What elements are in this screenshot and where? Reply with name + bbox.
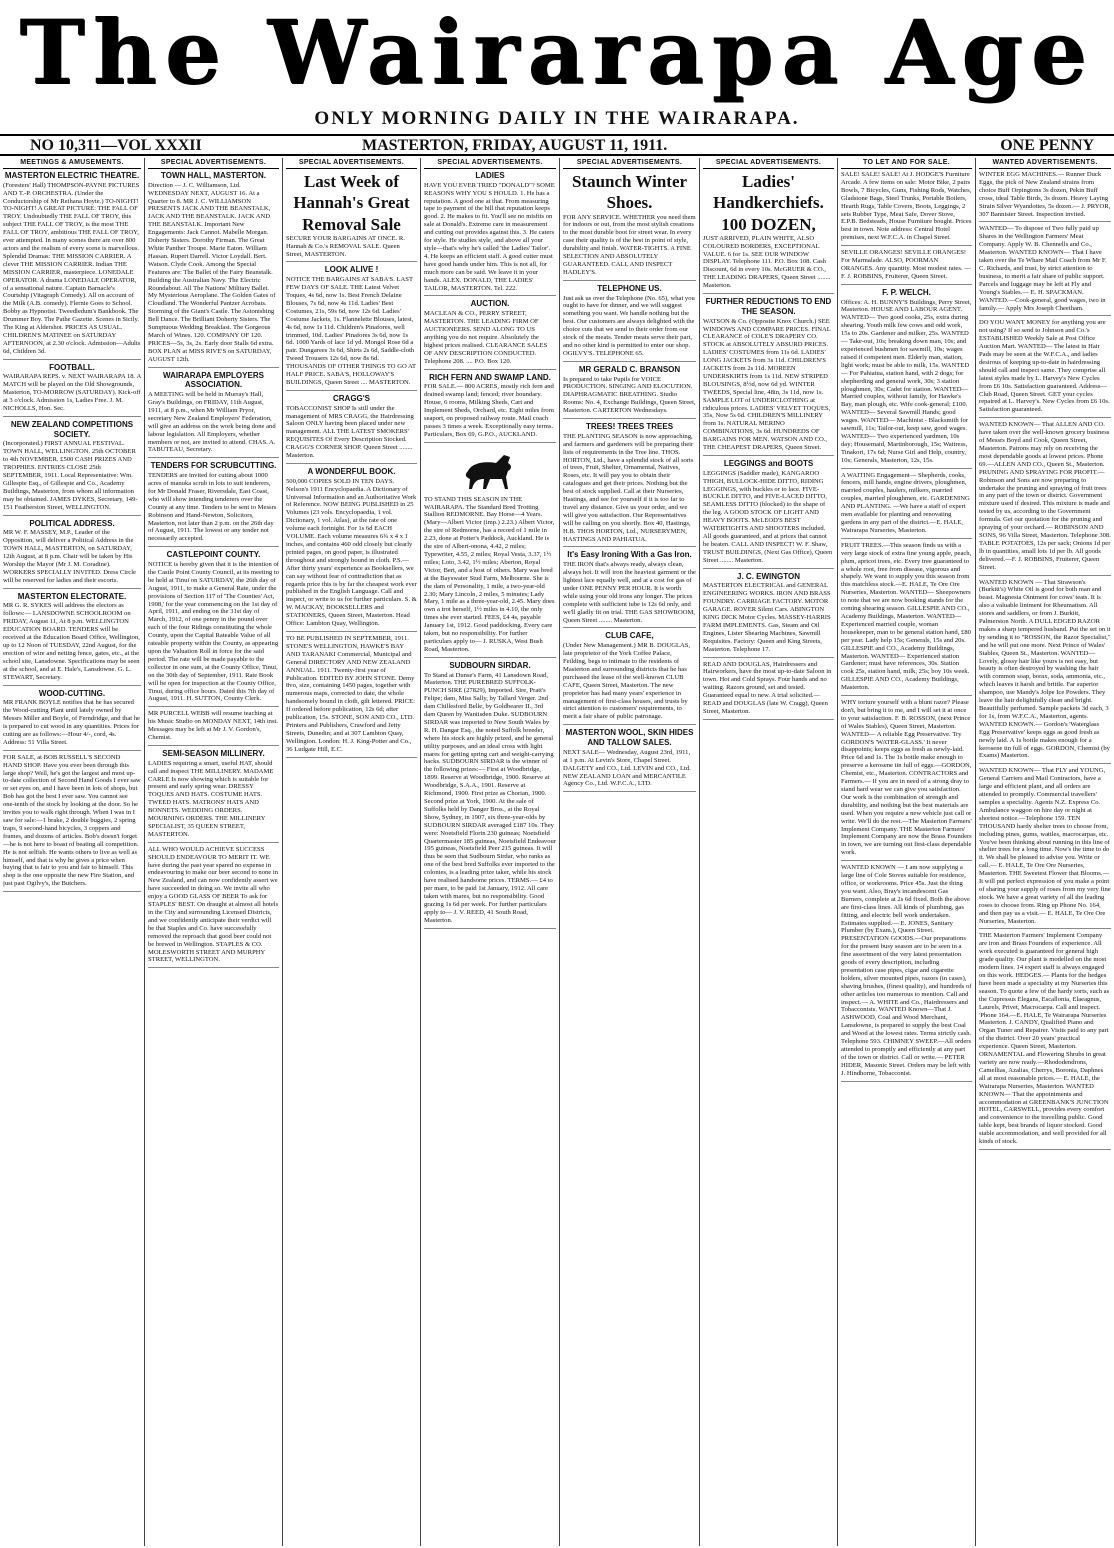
ad-heading: RICH FERN AND SWAMP LAND.: [429, 372, 551, 382]
advertisement: [286, 635, 417, 758]
ad-body: MR PURCELL WEBB will resume teaching at his Music Studio on MONDAY NEXT, 14th inst. Messages may be left at Mr J. V. Gordon's, Chemist.: [148, 710, 278, 742]
advertisement: [3, 171, 141, 360]
advertisement: [979, 579, 1111, 765]
advertisement: [424, 171, 556, 296]
columns: [0, 158, 1114, 1548]
ad-heading: CLUB CAFE,: [605, 631, 654, 641]
advertisement: [424, 299, 556, 369]
advertisement: [979, 421, 1111, 575]
column-heading: SPECIAL ADVERTISEMENTS.: [563, 158, 696, 169]
ad-heading: CRAGG'S: [332, 393, 370, 403]
issue-number: NO 10,311—VOL XXXII: [30, 137, 202, 154]
advertisement: [3, 592, 141, 686]
ad-body: (Incorporated.) FIRST ANNUAL FESTIVAL. TOWN HALL, WELLINGTON. 25th OCTOBER to 4th NOVEMBER. £500 CASH PRIZES AND TROPHIES. ENTRIES CLOSE 25th SEPTEMBER, 1911. Local Representative: Wm. Gillespie Esq., of Gillespie and Co., Academy Buildings, Masterton, from whom all information may be obtained. JAMES DYKES, Secretary, 149-151 Featherston Street, WELLINGTON.: [3, 440, 138, 511]
ad-body: DO YOU WANT MONEY for anything you are not using? If so send to Johnson and Co.'s ESTABLISHED Weekly Sale at Post Office Auction Mart. WANTED— The latest in Hair Pads may be seen at the W.F.C.A., and ladies desirous of keeping up-to-date in hairdressing should call and inspect same. They comprise all latest styles made by L. Harvey's New Cycles from £6 10s. Satisfaction guaranteed. Address—Club Road, Queen Street. GET your cycles repaired at L. Harvey's. New Cycles from £6 10s. Satisfaction guaranteed.: [979, 319, 1110, 414]
ad-body: WANTED KNOWN — That Strawson's (Burkitt's) White Oil is good for both man and beast. Magnesia Ointment for cows' teats. It is also a valuable liniment for Rheumatism. All stores and saddlers, or from J. Burkitt, Palmerston North. A DULL EDGED RAZOR makes a sharp tempered husband. Put the set on it by sending it to "ROSSON, the Razor Specialist," and he will put one more. Next Prince of Wales' Stables, Queen St., Masterton. WANTED— Lovely, glossy hair like yours is not easy, but beauty is often destroyed by washing the hair with common soap, borax, soda, ammonia, etc., which leaves it harsh and brittle. Far superior shampoo, use Mandy's Jolpe Ice Powders. They leave the hair delightfully clean and bright. Beautifully perfumed. Sample packets 3d each, 3 for 1s, from W.F.C.A., Masterton, agents. WANTED KNOWN.— Gordon's 'Waterglass Egg Preservative' keeps eggs as good fresh as newly laid. A 1s bottle makes enough for a kerosene tin full of eggs. GORDON, Chemist (by Exams) Masterton.: [979, 578, 1111, 760]
ad-heading: TREES! TREES TREES: [585, 422, 674, 432]
ad-heading: FURTHER REDUCTIONS TO END THE SEASON.: [705, 297, 832, 316]
price: ONE PENNY: [1000, 137, 1094, 154]
ad-heading: LOOK ALIVE !: [324, 265, 379, 275]
ad-body: ALL WHO WOULD ACHIEVE SUCCESS SHOULD ENDEAVOUR TO MERIT IT. WE have during the past year spared no expense in endeavouring to make our beer second to none in New Zealand, and can now confidently assert we have succeeded in doing so. We invite all who enjoy a GOOD GLASS OF BEER To ask for STAPLES' BEST. On draught at almost all hotels in the City and surrounding Licensed Districts, and we confidently anticipate their verdict will be that Staples and Co. have successfully removed the reproach that good beer could not be brewed in Wellington. STAPLES & CO. MOLESWORTH STREET AND MURPHY STREET, WELLINGTON.: [148, 845, 279, 964]
advertisement: [979, 225, 1111, 316]
column-3: [283, 158, 421, 1546]
ad-body: NOTICE THE BARGAINS AT SABA'S. LAST FEW DAYS OF SALE. THE Latest Velvet Toques, 4s 6d, now 1s. Best French Delaine Blouses, 7s 6d, now 4s 11d. Ladies' Best Costumes, 21s, 59s 6d, now 12s 6d. Ladies' Costume Jackets, 1s. Flannelette Blouses, latest, 4s 6d, now 1s 11d. Children's Pinafores, well trimmed, 10d. Ladies' Pinafores 3s 6d, now 1s 6d. 1000 Yards of lace 1d yd. Mongol Rose 6d a pair. Dungarees 3s 6d, Shirts 2s 6d, Saddle-cloth Tweed Trousers 12s 6d, now 8s 6d. THOUSANDS OF OTHER THINGS TO GO AT HALF PRICE. SABA'S, HOLLOWAY'S BUILDINGS, Queen Street .... MASTERTON.: [286, 276, 416, 386]
ad-heading: MASTERTON ELECTORATE.: [17, 591, 127, 601]
ad-heading: TOWN HALL, MASTERTON.: [160, 171, 267, 180]
advertisement: [148, 846, 279, 969]
ad-body: WHY torture yourself with a blunt razor? Please don't, but bring it to me, and I will set it at once to your satisfaction. F. B. ROSSON, (next Prince of Wales Stables), Queen Street, Masterton. WANTED— A reliable Egg Preservative. Try GORDON'S 'WATER-GLASS.' It never disappoints; keeps eggs as fresh as newly-laid. Price 6d and 1s. The 1s bottle make enough to preserve a kerosene tin full of eggs.—GORDON, Chemist, etc., Masterton. CONTRACTORS and Farmers.— If you are in need of a strong dray to stand hard wear we can give you satisfaction. Our work is the combination of strength and durability, and nothing but the best materials are used. When you require a new vehicle just call or write. We'll do the rest.—The Masterton Farmers' Implement Company. THE Masterton Farmers' Implement Company are now the Brass Founders in town, we are turning out first-class dependable work.: [841, 699, 972, 857]
ad-display-text: Staunch Winter Shoes.: [571, 172, 688, 213]
ad-body: READ AND DOUGLAS, Hairdressers and Hairworkers, have the most up-to-date Saloon in town. Hot and Cold Sprays. Four hands and no waiting. Razors ground, set and tested. Guaranteed equal to new. A trial solicited.—READ and DOUGLAS (late W. Cragg), Queen Street, Masterton.: [703, 660, 832, 715]
advertisement: [148, 371, 279, 459]
column-8: [976, 158, 1114, 1546]
ad-heading: LADIES: [475, 171, 505, 180]
ad-body: FRUIT TREES.—This season finds us with a very large stock of extra fine young apple, peach, plum, apricot trees, etc. Every tree guaranteed to a whole root, free from disease, vigorous and shapely. We want to supply you this season from this matchless stock.—E. HALE, Te Ore Ore Nurseries, Masterton. WANTED— Sheepowners to note that we are now booking stands for the coming shearing season. GILLESPIE AND CO., Academy Buildings, Masterton. WANTED— Experienced married couple, woman housekeeper, man to be general station hand, £80 per year. Lady help 15s; Generals, 15s and 20s. GILLESPIE and CO., Academy Buildings, Masterton. WANTED— Experienced station Gardener; must have references, 30s. Station cook 25s, station hand, milk, 25s; boy 10s week. GILLESPIE AND CO., Academy Buildings, Masterton.: [841, 541, 972, 692]
date: MASTERTON, FRIDAY, AUGUST 11, 1911.: [362, 137, 668, 154]
advertisement: [3, 363, 141, 417]
ad-heading: WOOD-CUTTING.: [38, 688, 106, 698]
ad-heading: J. C. EWINGTON: [737, 571, 800, 581]
ad-heading: NEW ZEALAND COMPETITIONS SOCIETY.: [10, 419, 134, 439]
ad-body: SECURE YOUR BARGAINS AT ONCE. R. Hannah & Co.'s REMOVAL SALE. Queen Street, MASTERTON.: [286, 234, 405, 258]
ad-body: Direction — J. C. Williamson, Ltd. WEDNESDAY NEXT, AUGUST 16. At a Quarter to 8. MR J. C. WILLIAMSON PRESENTS JACK AND THE BEANSTALK, JACK AND THE BEANSTALK. JACK AND THE BEANSTALK. Important New Engagements: Jack Cannot. Mabelle Morgan. Doherty Sisters. Dorothy Firman. The Great White Panther Troupe. Marie Eaton. William Hassan. Rupert Darrell. Victor Loydall. Bert. Watson. Clyde Cook. Among the Special Features are: The Ballet of the Fairy Beanstalk. Building the Australian Navy. The Electric Roundabout. All The Nations' Military Ballet. My Mysterious Aeroplane. The Golden Gates of Cloudland. The Wonderful Pantzer Acrobats. Storming of the Giant's Castle. The Astonishing Bell Dance. The Brilliant Doherty Sisters. The Sumptuous Wedding Breakfast. The Gorgeous March of Wines. 120. COMPANY OF 120. PRICES—5s, 3s, 2s. Early door Stalls 6d extra. BOX PLAN at MISS RIVE'S on SATURDAY, AUGUST 12th.: [148, 181, 276, 363]
ad-body: LEGGINGS (Saddler made), KANGAROO THIGH, BULLOCK-HIDE DITTO, RIDING LEGGINGS, with buckles or to lace. FIVE-BUCKLE DITTO, and FIVE-LACED DITTO, SEAMLESS DITTO (blocked) to the shape of the leg. A GOOD STOCK OF LIGHT AND HEAVY BOOTS. McLEOD'S BEST WATERTIGHTS AND SHOOTERS included. All goods guaranteed, and at prices that cannot be beaten. CALL AND INSPECT! W. F. Shaw, TRUST BUILDINGS, (Next Gas Office), Queen Street ........ Masterton.: [703, 469, 833, 564]
ad-body: Offices: A. H. BUNNY'S Buildings, Perry Street, Masterton. HOUSE AND LABOUR AGENT. WANTED— Two good cooks, 25s, extra during shearing. Youth milk few cows and odd work, 15s to 20s. Gardener and milker, 25s. WANTED— Take-out, 10s; breaking down man, 10s; and experienced bushmen for sawmill, 10s; wages raised if competent men. Elderly man, station, light work; must be able to milk, 15s. WANTED— For Pahiatua, station hand, with 2 dogs; for shepherding and general work, 30s; 3 station ploughmen, 30s; Cadet for station. WANTED— Married couples, without family, for Hawke's Bay, man plough, etc. Wife cook-general; £100. WANTED— Several Sawmill Hands; good wages. WANTED— Machinist - Blacksmith for sawmill, 11s; Tailor-out, keep saw, good wages. WANTED— Two experienced yardmen, 10s day; Housemaid, Martinborough, 15s; Waitress, Tinakori, 17s 6d; Nurse Girl and Help, country, 10s; Generals, Masterton, 12s, 15s.: [841, 298, 972, 464]
advertisement: [563, 550, 696, 628]
ad-heading: F. P. WELCH.: [882, 287, 931, 297]
advertisement: [703, 297, 834, 456]
advertisement: [148, 461, 279, 547]
advertisement: [979, 171, 1111, 222]
ad-body: THE PLANTING SEASON is now approaching, and farmers and gardeners will be preparing their lists of requirements in the Tree line. THOS. HORTON, Ltd., have a splendid stock of all sorts of trees, Fruit, Shelter, Ornamental, Natives, Roses, etc. It will pay you to obtain their catalogues and get their prices. Nothing but the best of stock supplied. Call at their Nurseries, Hastings, and see for yourself if it is too far to travel any distance. Give us your order, and we will give you satisfaction. Our Representatives will be calling on you shortly. Box 40, Hastings, H.B. THOS HORTON, Ltd., NURSERYMEN, HASTINGS AND PAHIATUA.: [563, 432, 694, 543]
ad-body: WANTED KNOWN— That ALLEN AND CO. have taken over the well-known grocery business of Messrs Boyd and Cook, Queen Street, Masterton. Patrons may rely on receiving the most dependable goods at lowest prices. Phone 69.—ALLEN AND CO., Queen St., Masterton. PRUNING AND SPRAYING FOR PROFIT.—Robinson and Sons are now preparing to undertake the pruning and spraying of fruit trees in any part of the town or district. Government mixture used if desired. This mixture is made and tested by us, according to the Government formula. Get our quotation for the pruning and spraying of your orchard.— ROBINSON AND SONS, 96 Villa Street, Masterton. Telephone 308. TABLE POTATOES, 12s per sack; Onions 1d per lb in quantities, small lots 1d per lb. All goods delivered.—F. J. ROBBINS, Fruiterer, Queen Street.: [979, 421, 1111, 571]
advertisement: [563, 728, 696, 792]
ad-body: WATSON & Co. (Opposite Knox Church.) SEE WINDOWS AND COMPARE PRICES. FINAL CLEARANCE of COLE'S DRAPERY CO. STOCK at ABSOLUTELY ABSURD PRICES. LADIES' COSTUMES from 11s 6d. LADIES' LONG JACKETS from 3s 11d. CHILDREN'S JACKETS from 2s 11d. MOREEN UNDERSKIRTS from 1s 11d. NEW STRIPED BLOUSINGS, 8½d, now 6d yd. WINTER TWEEDS, Special line, 48in, 3s 11d, now 1s. SAMPLE LOT of UNDERCLOTHING at ridiculous prices. LADIES' VELVET TOQUES, 35s, Now 5s 6d. CHILDREN'S MILLINERY from 1s. NATURAL MERINO COMBINATIONS, 3s 6d. HUNDREDS OF BARGAINS FOR MEN. WATSON AND CO., THE CHEAPEST DRAPERS, Queen Street.: [703, 317, 831, 452]
ad-heading: CASTLEPOINT COUNTY.: [166, 550, 261, 560]
ad-body: FOR SALE.— 800 ACRES, mostly rich fern and drained swamp land; fenced; river boundary. House, 6 rooms, Milking Sheds, Cart and Implement Sheds, Orchard, etc. Eight miles from seaport, on proposed railway route. Mail coach passes 3 times a week. Exceptionally easy terms. Particulars, Box 69, G.P.O., AUCKLAND.: [424, 383, 554, 438]
advertisement: [563, 284, 696, 362]
ad-body: THE IRON that's always ready, always clean, always hot. It will iron the heaviest garment or the lightest lace equally well, and at a cost for gas of under ONE PENNY PER HOUR. It is worth while using your old irons any longer. The prices complete with sufficient tube is 12s 6d only, and we'll gladly fit on trial. THE GAS SHOWROOM, Queen Street ........ Masterton.: [563, 561, 696, 624]
ad-heading: A WONDERFUL BOOK.: [307, 467, 396, 476]
advertisement: [286, 394, 417, 464]
advertisement: [148, 550, 279, 707]
ad-heading: MR GERALD C. BRANSON: [578, 364, 681, 374]
advertisement: [148, 171, 279, 368]
advertisement: [148, 749, 279, 843]
ad-body: WINTER EGG MACHINES.— Runner Duck Eggs, the pick of New Zealand strains from choice Buff Orpingtons 3s dozen, Pekin Buff cross, ideal Table Birds, 3s dozen. Heavy Laying Strain Silver Wyandottes, 5s dozen.— J. PRYOR, 307 Bannister Street. Inspection invited.: [979, 171, 1111, 218]
advertisement: [841, 542, 972, 696]
advertisement: [286, 467, 417, 632]
advertisement: [841, 171, 972, 246]
advertisement: [841, 699, 972, 861]
ad-body: THE Masterton Farmers' Implement Company are iron and Brass Founders of experience. All work executed is guaranteed for general high grade quality. Our plant is modelled on the most modern lines. 14 expert staff is always engaged on this work. HEDGES.— Plants for the hedges have been made a speciality at my Nurseries this season. To quote a few of the hardy sorts, such as the Cupressus Elegans, Escallonia, Elaeagnus, Laurels, Privet, Macrocarpa. Call and inspect. 'Phone 164.—E. HALE, Te Wairarapa Nurseries Masterton. J. CANDY, Qualified Piano and Organ Tuner and Repairer. Visits paid to any part of the district. Over 20 years' practical experience. Queen Street, Masterton. ORNAMENTAL and Flowering Shrubs in great variety are now ready.—Rhododendrons, Camellias, Azalias, Cherrys, Boronia, Daphnes all at most reasonable prices.— E. HALE, the Wairarapa Nurseries, Masterton. WANTED KNOWN— That the appointments and accommodation at GREENBANK'S JUNCTION HOTEL, CARSWELL, provides every comfort and convenience to the travelling public. Good table kept, best brands of liquor stocked. Good stable accommodation, and well provided for all kinds of stock.: [979, 932, 1110, 1146]
column-5: [560, 158, 700, 1546]
column-heading: TO LET AND FOR SALE.: [841, 158, 972, 169]
ad-body: (Under New Management.) MR B. DOUGLAS, late proprietor of the York Coffee Palace, Feilding, begs to intimate to the residents of Masterton and surrounding districts that he has purchased the lease of the well-known CLUB CAFE, Queen Street, Masterton. The new proprietor has had many years' experience in management of first-class houses, and trusts by strict attention to customers' requirements, to merit a fair share of public patronage.: [563, 642, 691, 721]
ad-body: SALE! SALE! SALE! At J. HODGE'S Furniture Arcade. A few items on sale: Motor Bike, 2 pairs Bowls, 7 Bicycles, Guns, Fishing Rods, Watches, Gladstone Bags, Steel Trunks, Portable Boilers, Hearth Rugs, Table Covers, Boots, Leggings, 2 sets Rubber Type, Meat Safe, Dover Stove, E.P.B. Bedsteads, House Furniture bought. Prices best in town. Note address: Central Hotel premises, next W.F.C.A. in Chapel Street.: [841, 171, 972, 242]
dateline-bar: [0, 134, 1114, 156]
ad-body: MR G. R. SYKES will address the electors as follows:— LANSDOWNE SCHOOLROOM on FRIDAY, August 11, At 8 p.m. WELLINGTON EDUCATION BOARD. TENDERS will be received at the Education Board Office, Wellington, up to 12 Noon of TUESDAY, 22nd August, for the erection of wire and netting fence, gates, etc., at the school site, Lansdowne. Specifications may be seen at the school, and at E. Hale's, Lansdowne. G. L. STEWART, Secretary.: [3, 602, 140, 681]
ad-body: NOTICE is hereby given that it is the intention of the Castle Point County Council, at its meeting to be held at Tinui on SATURDAY, the 26th day of August, 1911, to make a General Rate, under the provisions of Section 117 of 'The Counties' Act, 1908,' for the year commencing on the 1st day of April, 1911, and ending on the 31st day of March, 1912, of one penny in the pound over each of the four Ridings constituting the whole County, upon the Capital Rateable Value of all rateable property within the County, as appearing upon the Valuation Roll in force for the said period. The rate will be made payable to the collector in one sum, at the County Office, Tinui, on the 30th day of September, 1911. Rate Book will be open for inspection at the County Office, Tinui, during office hours. Dated this 7th day of August, 1911. H. SUTTON, County Clerk.: [148, 561, 279, 703]
column-heading: SPECIAL ADVERTISEMENTS.: [424, 158, 556, 169]
ad-body: Is prepared to take Pupils for VOICE PRODUCTION. SINGING AND ELOCUTION. DIAPHRAGMATIC BREATHING. Studio Rooms: No. 4, Exchange Buildings, Queen Street, Masterton. CARTERTON Wednesdays.: [563, 375, 696, 415]
ad-heading: FOOTBALL.: [49, 362, 95, 372]
column-2: [145, 158, 283, 1546]
ad-display-text: Ladies' Handkerchiefs. 100 DOZEN,: [713, 172, 824, 234]
horse-illustration: [460, 449, 520, 493]
ad-heading: TENDERS FOR SCRUBCUTTING.: [150, 461, 277, 471]
advertisement: [979, 767, 1111, 929]
advertisement: [3, 420, 141, 516]
ad-body: TO STAND THIS SEASON IN THE WAIRARAPA. The Standard Bred Trotting Stallion REDMORNE. Bay Horse—4 Years. (Mary—Albert Victor (imp.) 2.23.) Albert Victor, the sire of Redmorne, has a record of 1 mile in 2.23, done at Potter's Paddock, Auckland. He is the sire of Albert-onona, 4.42, 2 miles; Typewriter, 4.55, 2 miles; Royal Vesta, 3.37, 1½ miles; Loto, 3.42, 1½ miles; Aberton, Royal Victor, Bert, and a host of others. Mary was bred at the Bayswater Stud Farm, Melbourne. She is the dam of Personality, 1 mile, a two-year-old 2.30; Mary Lincoln, 2 miles, 5 minutes; Lady Mary, 1 mile as a three-year-old, 2.45. Mary does own a trot herself, 1½ miles in 4.10, the only times she ever started. FEES, £4 4s, payable January 1st, 1912. Good paddocking. Every care taken, but no responsibility. For further particulars apply to— J. RUSKA, West Bush Road, Masterton.: [424, 495, 555, 653]
ad-heading: LEGGINGS and BOOTS: [723, 459, 814, 468]
advertisement: [424, 373, 556, 443]
ad-heading: SEMI-SEASON MILLINERY.: [162, 748, 265, 758]
column-7: [838, 158, 976, 1546]
advertisement: [286, 265, 417, 390]
column-heading: WANTED ADVERTISEMENTS.: [979, 158, 1111, 169]
advertisement: [563, 422, 696, 547]
column-heading: SPECIAL ADVERTISEMENTS.: [148, 158, 279, 169]
column-heading: MEETINGS & AMUSEMENTS.: [3, 158, 141, 169]
ad-body: A MEETING will be held in Murray's Hall, Gray's Buildings, on FRIDAY, 11th August, 1911, at 8 p.m., when Mr William Pryor, secretary New Zealand Employers' Federation, will give an address on the work being done and labour legislation. All Employers, whether members or not, are invited to attend. CHAS. A. TABUTEAU, Secretary.: [148, 391, 276, 454]
ad-body: WANTED KNOWN— That FLY and YOUNG, General Carriers and Mail Contractors, have a large and efficient plant, and all orders are attended to promptly. Commercial travellers' samples a speciality. Agents N.Z. Express Co. Ambulance waggon on hire day or night at shortest notice.—Telephone 159. TEN THOUSAND hardy shelter trees to choose from, including pines, gums, wattles, macrocarpas, etc. You've been thinking about running in this line of shelter trees for a long time. Now's the time to do it. We shall be pleased to advise you. Write or call.— E. HALE, Te Ore Ore Nurseries, Masterton. THE Sweetest Flower that Blooms.—It will put perfect expression of you make a point of sharing your supply of roses from my very fine stock. We have a great variety of all the leading roses to choose from. Ring up Phone No. 164, and then pay us a visit.— E. HALE, Te Ore Ore Nurseries, Masterton.: [979, 767, 1111, 925]
advertisement: [703, 572, 834, 658]
ad-body: LADIES requiring a smart, useful HAT, should call and inspect THE MILLINERY. MADAME CARLE Is now showing which is suitable for present and early spring wear. DRESSY TOQUES AND HATS. COSTUME HATS. TWEED HATS. MATRONS' HATS AND BONNETS. WEDDING ORDERS. MOURNING ORDERS. THE MILLINERY SPECIALIST, 35 QUEEN STREET, MASTERTON.: [148, 759, 274, 838]
ad-heading: WAIRARAPA EMPLOYERS ASSOCIATION.: [163, 370, 264, 390]
ad-body: WANTED KNOWN — I am now supplying a large line of Cole Stoves suitable for residence, office, or workrooms. Price 45s. Just the thing you want. Also, Bray's incandescent Gas Burners, complete at 2s 6d fixed. Both the above are first-class lines. All kinds of plumbing, gas fitting, and electric bell work undertaken. Estimates supplied.— E. JONES, Sanitary Plumber (by Exam.), Queen Street. PRESENTATION GOODS.—Our preparations for the present busy season are to be seen in a fine assortment of the very latest presentation goods of every description, including presentation case pipes, cigar and cigarette holders, silver mounted pipes, razors (in cases), shaving brushes, (finest quality), and hundreds of other articles too numerous to mention. Call and inspect.— A. WHITE and Co., Hairdressers and Tobacconists. WANTED Known—That J. ASHWOOD, Coal and Wood Merchant, Lansdowne, is prepared to supply the best Coal and Wood at the lowest rates. Terms strictly cash. Telephone 593. CHIMNEY SWEEP.—All orders attended to promptly and efficiently at any part of the town or district. Call or write.— PETER HIDER, Masonic Street. Orders may be left with J. Hindhorne, Tobacconist.: [841, 864, 972, 1077]
masthead: [0, 0, 1114, 154]
ad-body: HAVE YOU EVER TRIED "DONALD"? SOME REASONS WHY YOU S HOULD. 1. He has a reputation. A good one at that. From measuring tape to payment of the bill that reputation keeps good. 2. He makes to fit. You'll see no misfits on sale at Donald's. Extreme care in measurement and cutting out provides against this. 3. He caters for style. He studies style, and above all your style—that's why he's called 'the Ladies' Tailor'. 4. He keeps an efficient staff. A good cutter must have good hands under him. This is not all, for much more can be said. We leave it in your hands. ALEX. DONALD, THE LADIES' TAILOR, MASTERTON. Tel. 222.: [424, 181, 555, 292]
ad-heading: It's Easy Ironing With a Gas Iron.: [567, 550, 692, 560]
advertisement: [3, 689, 141, 751]
ad-body: MACLEAN & CO., PERRY STREET, MASTERTON. THE LEADING FIRM OF AUCTIONEERS. SEND ALONG TO US anything you do not require. Absolutely the highest prices realised. CLEARANCE SALES OF ANY DESCRIPTION CONDUCTED. Telephone 208. .... P.O. Box 120.: [424, 310, 548, 365]
ad-heading: POLITICAL ADDRESS.: [29, 518, 115, 528]
ad-body: MR FRANK BOYLE notifies that he has secured the Wood-cutting Plant until lately owned by Messrs Miller and Boyle, of Ferndridge, and that he is prepared to cut wood in any quantities. Prices for cutting are as follows:—Hour 4/-, cord, 4s. Address: 51 Villa Street.: [3, 699, 140, 746]
advertisement: [841, 249, 972, 285]
ad-heading: SUDBOURN SIRDAR.: [449, 660, 531, 670]
ad-heading: AUCTION.: [470, 299, 510, 309]
advertisement: [703, 459, 834, 569]
ad-body: SEVILLE ORANGES! SEVILLE ORANGES! For Marmalade. ALSO, POORMAN ORANGES. Any quantity. Most modest rates. —F. J. ROBBINS, Fruiterer, Queen Street.: [841, 249, 971, 280]
advertisement: [841, 864, 972, 1081]
advertisement: [563, 171, 696, 281]
ad-body: FOR ANY SERVICE. WHETHER you need them for indoors or out, from the most stylish creations to the most durable boot for street wear. In every case their quality is of the best in point of style, durability and finish. WATER-TIGHTS. A FINE SELECTION AND ABSOLUTELY GUARANTEED. CALL AND INSPECT HADLEY'S.: [563, 213, 696, 276]
ad-body: TO BE PUBLISHED IN SEPTEMBER, 1911. STONE'S WELLINGTON, HAWKE'S BAY AND TARANAKI Commercial, Municipal and General DIRECTORY AND NEW ZEALAND ANNUAL. 1911. Twenty-first year of Publication. EDITED BY JOHN STONE. Demy 8vo, size, containing 1450 pages, together with numerous maps, corrected to date, the whole handsomely bound in cloth, gilt lettered. PRICE: If ordered before publication, 12s 6d; after publication, 15s. STONE, SON AND CO., LTD. Printers and Publishers, Crawford and Jetty Streets, Dunedin; and at 307 Lambton Quay, Wellington. London: H. J. King-Potter and Co., 36 Ludgate Hill, E.C.: [286, 634, 415, 753]
advertisement: [979, 932, 1111, 1149]
ad-body: TOBACCONIST SHOP Is still under the management of MRS CRAGG, the Hairdressing Saloon ONLY having been placed under new management. ALL THE LATEST SMOKERS' REQUISITES Of Every Description Stocked. CRAGG'S CORNER SHOP. Queen Street ........ Masterton.: [286, 404, 414, 460]
ad-body: WAIRARAPA REPS. v. NEXT WAIRARAPA 18. A MATCH will be played on the Old Showgrounds, Masterton, TO-MORROW (SATURDAY). Kick-off at 3 o'clock. Admission 1s, Ladies Free. J. M. NICHOLLS, Hon. Sec.: [3, 373, 141, 413]
advertisement: [703, 661, 834, 720]
newspaper-title: The Wairarapa Age: [19, 0, 1095, 104]
column-4: [421, 158, 560, 1546]
ad-body: MR W. F. MASSEY, M.P., Leader of the Opposition, will deliver a Political Address in the TOWN HALL, MASTERTON, on SATURDAY, 12th August, at 8 p.m. Chair will be taken by His Worship the Mayor (Mr J. M. Coradine). WORKERS SPECIALLY INVITED. Dress Circle will be reserved for ladies and their escorts.: [3, 529, 136, 584]
column-heading: SPECIAL ADVERTISEMENTS.: [286, 158, 417, 169]
advertisement: [424, 446, 556, 658]
ad-body: To Stand at Dunse's Farm, 41 Lansdown Road, Masterton. THE PUREBRED SUFFOLK-PUNCH SIRE (27829), Imported. Sire, Pratt's Felipe; dam, Miss Sally, by Tallard Verger. 2nd dam Chillesford Belle, by Goldbearer II., 3rd dam Queen by Wantisden Duke. SUDBOURN SIRDAR was imported to New South Wales by R. H. Dangar Esq., the noted Suffolk breeder, where his stock are highly prized, and he general utility purposes, and an ideal cross with light mares for getting spring cart and weight-carrying hacks. SUDBOURN SIRDAR is the winner of the following prizes:— First at Woodbridge, 1899. Reserve at Woodbridge, 1900. Reserve at Woodbridge, S.A.A., 1901. Reserve at Richmond, 1900. First prize as Chorian, 1900. Second prize at York, 1900. At the sale of Suffolks held by Danger Bros., at the Royal Show, Sydney, in 1907, six three-year-olds by SUDBOURN SIRDAR averaged £187 10s. They were: Noetsfield Florin 230 guineas; Noetsfield Quartermaster 185 guineas, Noetsfield Endeavour 195 guineas, Noetsfield Peer 215 guineas. It will thus be seen that Sudbourn Sirdar, who ranks as one of the best bred Suffolks ever imported to the colonies, is a leading prize taker, while his stock have realised handsome prices. TERMS.— £4 to per mare, to be paid 1st January, 1912. All care taken with mares, but no responsibility. Good grazing 1s 6d per week. For further particulars apply to— J. V. REED, 41 South Road, Masterton.: [424, 671, 556, 924]
ad-heading: TELEPHONE US.: [597, 283, 662, 293]
advertisement: [563, 631, 696, 725]
ad-body: FOR SALE, at BOB RUSSELL'S SECOND HAND SHOP. Have you ever been through this large shop? Well, he's got the largest and most up-to-date collection of Second Hand Goods I ever saw or set eyes on, and I have been in lots of shops, but Bob has got the best I ever saw. You cannot see one-tenth of the stock by looking at the door. So he invites you to walk right through. When I was in I saw for sale:—1 brake, 2 double buggies, 2 spring traps, 9 second-hand bicycles, 3 coppers and frames, and dozens of articles. Bob's doesn't forget—he is not here to boast of beating all competition. He is not selfish. He wants others to live as well as himself, and that is why he gives a price when buying that is fair to you and fair to himself. This shop is the one opposite the new Fire Station, and just past Ogilvy's, the Butchers.: [3, 753, 141, 888]
column-1: [0, 158, 145, 1546]
advertisement: [148, 710, 279, 746]
ad-body: Just ask us over the Telephone (No. 65), what you ought to have for dinner, and we will suggest something you want. We handle nothing but the best. Our customers are always delighted with the choice cuts that we send to their order from our stock of the meats. Tender meats serve their part, and no other kind is permitted to enter our shop. OGILVY'S. TELEPHONE 65.: [563, 294, 695, 357]
ad-body: A WAITING Engagement— Shepherds, cooks, fencers, mill hands, engine drivers, ploughmen, married couples, haulers, milkers, married couples, married ploughmen, etc. GARDENING AND PLANTING. —We have a staff of expert men available for planting and renovating gardens in any part of the district.—E. HALE, Wairarapa Nurseries, Masterton.: [841, 471, 970, 534]
ad-body: WANTED— To dispose of Two fully paid up Shares in the Wellington Farmers' Meat Company. Apply W. B. Chennells and Co., Masterton. WANTED KNOWN— That I have taken over the Te Whare Mail Coach from Mr F. C. Richards, and trust, by strict attention to business, to merit a fair share of public support. Parcels and luggage may be left at Fly and Young's Stables.— E. H. SPACKMAN. WANTED.—Cook-general, good wages, two in family.— Apply Mrs Joseph Cheetham.: [979, 225, 1107, 312]
advertisement: [286, 171, 417, 262]
column-6: [700, 158, 838, 1546]
advertisement: [3, 519, 141, 589]
advertisement: [841, 288, 972, 469]
advertisement: [424, 661, 556, 929]
advertisement: [979, 319, 1111, 418]
advertisement: [563, 365, 696, 419]
advertisement: [703, 171, 834, 294]
column-heading: SPECIAL ADVERTISEMENTS.: [703, 158, 834, 169]
ad-body: MASTERTON ELECTRICAL and GENERAL ENGINEERING WORKS. IRON AND BRASS FOUNDRY. CARRIAGE FACTORY. MOTOR GARAGE. ROVER Silent Cars. ABINGTON KING DICK Motor Cycles. MASSEY-HARRIS FARM IMPLEMENTS. Gas, Steam and Oil Engines, Lister Shearing Machines, Sawmill Requisites. Factory: Queen and King Streets, Masterton. Telephone 17.: [703, 582, 831, 653]
ad-body: NEXT SALE— Wednesday, August 23rd, 1911, at 1 p.m. At Levin's Store, Chapel Street. DALGETY and CO., Ltd. LEVIN and CO., Ltd. NEW ZEALAND LOAN and MERCANTILE Agency Co., Ltd. W.F.C.A., LTD.: [563, 748, 691, 788]
newspaper-subtitle: ONLY MORNING DAILY IN THE WAIRARAPA.: [314, 108, 800, 129]
ad-body: (Foresters' Hall) THOMPSON-PAYNE PICTURES AND T.-P. ORCHESTRA. (Under the Conductorship of Mr Reihana Hoyte.) TO-NIGHT! TO-NIGHT! A GREAT PICTURE: THE FALL OF TROY. Undoubtedly THE FALL OF TROY, this subject THE FALL OF TROY, is the most THE FALL OF TROY, ambitious THE FALL OF TROY, ever attempted. In many scenes there are over 800 actors and the realism of every scene is marvellous. Splendid Dramas: THE MISSION CARRIER. A clever THE MISSION CARRIER. Indian THE MISSION CARRIER, masterpiece. LONEDALE OPERATOR. A drama LONEDALE OPERATOR, of a sensational nature. Captain Barnacle's Courtship (Vitagraph Comedy). All on account of the Milk (A.B. comedy). Flernie Goes to School. Bobby as Hypnotist. Tweedledum's Bankbook. The Drummer Boy. The Pathe Gazette. Scenes in Sicily. The King at Aldershot. PRICES AS USUAL. CHILDREN'S MATINEE on SATURDAY AFTERNOON, at 2.30 o'clock. Admission—Adults 6d, Children 3d.: [3, 181, 141, 355]
ad-body: 500,000 COPIES SOLD IN TEN DAYS. Nelson's 1911 Encyclopaedia. A Dictionary of Universal Information and an Authoritative Work of Reference. NOW BEING PUBLISHED in 25 Volumes (23 vols. Encyclopaedia, 1 vol. Dictionary, 1 vol. Atlas), at the rate of one volume each fortnight. For 1s 6d EACH VOLUME. Each volume measures 6¾ x 4 x 1 inches, and contains 460 odd closely but clearly printed pages, on good paper, is illustrated throughout and strongly bound in cloth. P.S.—After thirty years' experience as Booksellers, we can say without fear of contradiction that as regards price this is by far the cheapest work ever published in the English Language. Call and inspect, or write to us for further particulars. S. & W. MACKAY, BOOKSELLERS and STATIONERS, Queen Street, Masterton. Head Office: Lambton Quay, Wellington.: [286, 477, 417, 628]
ad-body: JUST ARRIVED, PLAIN WHITE, ALSO COLOURED BORDERS, EXCEPTIONAL VALUE. 6 for 1s. SEE OUR WINDOW DISPLAY. Telephone 111. P.O. Box 108. Cash Discount, 6d in every 10s. McGRUER & CO., THE LEADING DRAPERS, Queen Street ........ Masterton.: [703, 234, 831, 290]
ad-display-text: Last Week of Hannah's Great Removal Sale: [293, 172, 410, 234]
ad-body: TENDERS are invited for cutting about 1000 acres of manuka scrub in lots to suit tenderers, for Mr Donald Fraser, Riversdale, East Coast, who will show intending tenderers over the County at any time. Tenders to be sent to Messrs Robinson and Hand-Newton, Solicitors, Masterton, not later than 2 p.m. on the 26th day of August, 1911. The lowest or any tender not necessarily accepted.: [148, 472, 277, 543]
advertisement: [841, 472, 972, 539]
ad-heading: MASTERTON ELECTRIC THEATRE.: [4, 171, 140, 180]
advertisement: [3, 754, 141, 892]
ad-heading: MASTERTON WOOL, SKIN HIDES AND TALLOW SALES.: [565, 728, 694, 748]
